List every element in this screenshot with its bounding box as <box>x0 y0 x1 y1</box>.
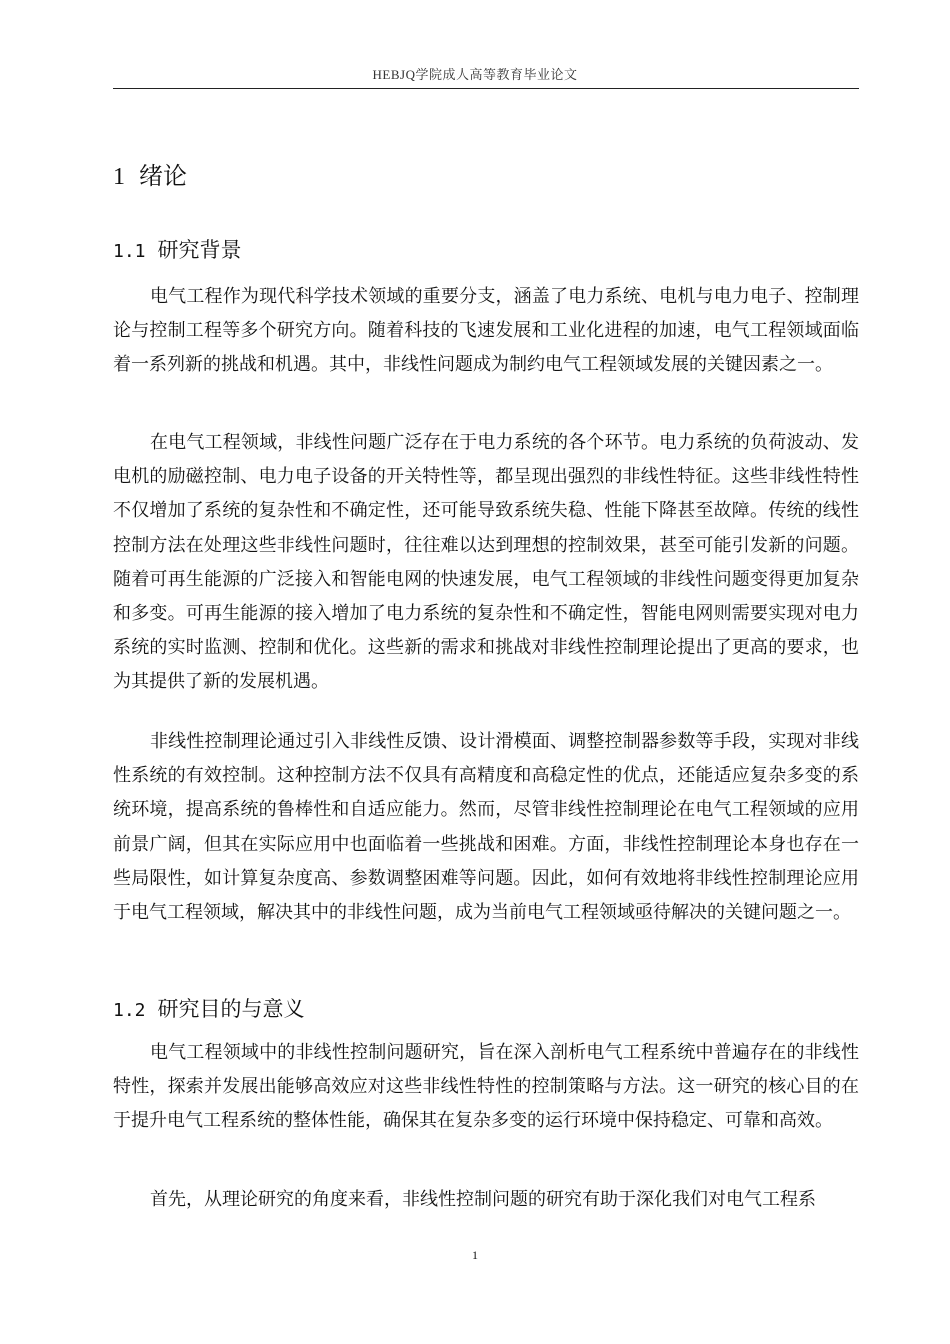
paragraph: 在电气工程领域，非线性问题广泛存在于电力系统的各个环节。电力系统的负荷波动、发电机的励磁控制、电力电子设备的开关特性等，都呈现出强烈的非线性特征。这些非线性特性不仅增加了系统的复杂性和不确定性，还可能导致系统失稳、性能下降甚至故障。传统的线性控制方法在处理这些非线性问题时，往往难以达到理想的控制效果，甚至可能引发新的问题。随着可再生能源的广泛接入和智能电网的快速发展，电气工程领域的非线性问题变得更加复杂和多变。可再生能源的接入增加了电力系统的复杂性和不确定性，智能电网则需要实现对电力系统的实时监测、控制和优化。这些新的需求和挑战对非线性控制理论提出了更高的要求，也为其提供了新的发展机遇。 <box>113 432 859 693</box>
chapter-heading <box>113 158 187 195</box>
section-title: 研究目的与意义 <box>157 997 305 1021</box>
running-header: HEBJQ学院成人高等教育毕业论文 <box>372 67 578 82</box>
paragraph: 电气工程领域中的非线性控制问题研究，旨在深入剖析电气工程系统中普遍存在的非线性特性，探索并发展出能够高效应对这些非线性特性的控制策略与方法。这一研究的核心目的在于提升电气工程系统的整体性能，确保其在复杂多变的运行环境中保持稳定、可靠和高效。 <box>113 1042 859 1132</box>
section-number: 1.2 <box>113 1000 146 1021</box>
section-title: 研究背景 <box>157 238 242 262</box>
header-divider <box>113 88 859 89</box>
page-number: 1 <box>472 1248 478 1262</box>
section-heading-1-1 <box>113 234 242 268</box>
chapter-number: 1 <box>113 164 125 190</box>
paragraph: 电气工程作为现代科学技术领域的重要分支，涵盖了电力系统、电机与电力电子、控制理论与控制工程等多个研究方向。随着科技的飞速发展和工业化进程的加速，电气工程领域面临着一系列新的挑战和机遇。其中，非线性问题成为制约电气工程领域发展的关键因素之一。 <box>113 286 859 376</box>
section-heading-1-2 <box>113 993 305 1027</box>
paragraph: 非线性控制理论通过引入非线性反馈、设计滑模面、调整控制器参数等手段，实现对非线性系统的有效控制。这种控制方法不仅具有高精度和高稳定性的优点，还能适应复杂多变的系统环境，提高系统的鲁棒性和自适应能力。然而，尽管非线性控制理论在电气工程领域的应用前景广阔，但其在实际应用中也面临着一些挑战和困难。方面，非线性控制理论本身也存在一些局限性，如计算复杂度高、参数调整困难等问题。因此，如何有效地将非线性控制理论应用于电气工程领域，解决其中的非线性问题，成为当前电气工程领域亟待解决的关键问题之一。 <box>113 731 859 924</box>
section-number: 1.1 <box>113 241 146 262</box>
chapter-title: 绪论 <box>139 162 187 190</box>
paragraph: 首先，从理论研究的角度来看，非线性控制问题的研究有助于深化我们对电气工程系 <box>150 1189 816 1210</box>
